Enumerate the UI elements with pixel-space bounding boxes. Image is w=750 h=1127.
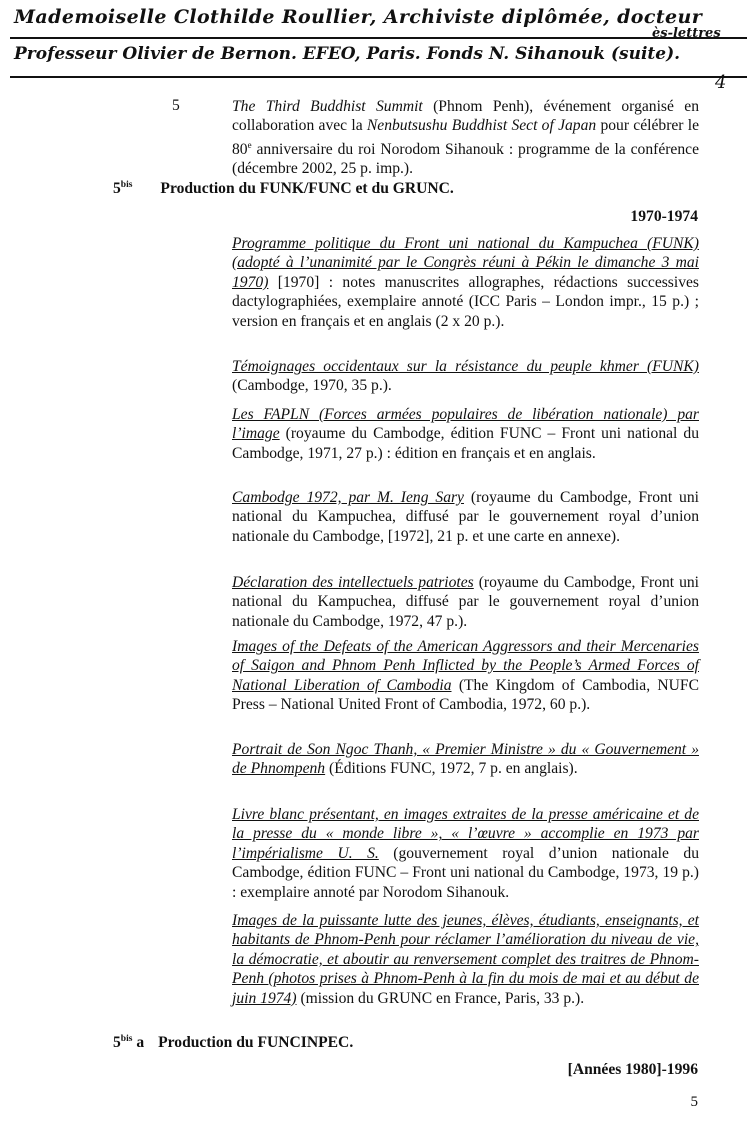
bibliography-entry bbox=[232, 357, 699, 396]
section-sup: bis bbox=[120, 1034, 133, 1044]
handwritten-heading-line2: Professeur Olivier de Bernon. EFEO, Paris. Fonds N. Sihanouk (suite). bbox=[14, 44, 681, 64]
bibliography-entry bbox=[232, 234, 699, 331]
item-5-text-part2: pour célébrer le 80 bbox=[232, 117, 700, 158]
handwritten-heading-line1: Mademoiselle Clothilde Roullier, Archiviste diplômée, docteur bbox=[14, 6, 703, 28]
entry-title: Programme politique du Front uni national du Kampuchea (FUNK) (adopté à l’unanimité par le Congrès réuni à Pékin le dimanche 3 mai 1970) bbox=[232, 235, 699, 291]
section-suffix: a bbox=[132, 1034, 145, 1052]
item-5-title: The Third Buddhist Summit bbox=[232, 98, 423, 115]
entry-description: (gouvernement royal d’union nationale du Cambodge, édition FUNC – Front uni national du Cambodge, 1973, 19 p.) : exemplaire annoté par Norodom Sihanouk. bbox=[232, 844, 699, 901]
entry-title: Images of the Defeats of the American Aggressors and their Mercenaries of Saigon and Phnom Penh Inflicted by the People’s Armed Forces of National Liberation of Cambodia bbox=[232, 638, 699, 694]
bibliography-entry bbox=[232, 405, 699, 463]
entry-title: Portrait de Son Ngoc Thanh, « Premier Ministre » du « Gouvernement » de Phnompenh bbox=[232, 741, 699, 778]
item-5-sect: Nenbutsushu Buddhist Sect of Japan bbox=[366, 117, 597, 135]
entry-description: [1970] : notes manuscrites allographes, rédactions successives dactylographiées, exemplaire annoté (ICC Paris – London impr., 15 p.) ; version en français et en anglais (2 x 20 p.). bbox=[232, 273, 699, 330]
entry-description: (royaume du Cambodge, édition FUNC – Front uni national du Cambodge, 1971, 27 p.) : édition en français et en anglais. bbox=[232, 425, 699, 462]
section-5bis-heading bbox=[113, 180, 454, 198]
item-5-text bbox=[232, 97, 699, 179]
handwritten-insertion: ès-lettres bbox=[652, 26, 721, 41]
section-sup: bis bbox=[120, 180, 133, 190]
entry-description: (The Kingdom of Cambodia, NUFC Press – National United Front of Cambodia, 1972, 60 p.). bbox=[232, 676, 699, 714]
entry-description: (Éditions FUNC, 1972, 7 p. en anglais). bbox=[325, 760, 578, 778]
entry-title: Témoignages occidentaux sur la résistance du peuple khmer (FUNK) bbox=[232, 358, 699, 375]
entry-title: Images de la puissante lutte des jeunes, élèves, étudiants, enseignants, et habitants de Phnom-Penh pour réclamer l’amélioration du niveau de vie, la démocratie, et aboutir au renversement complet des traitres de Phnom-Penh (photos prises à Phnom-Penh à la fin du mois de mai et au début de juin 1974) bbox=[232, 912, 699, 1007]
bibliography-entry bbox=[232, 911, 699, 1008]
page-number: 5 bbox=[690, 1094, 698, 1110]
handwritten-underline-2 bbox=[10, 76, 747, 78]
entry-description: (Cambodge, 1970, 35 p.). bbox=[232, 377, 392, 395]
section-title: Production du FUNCINPEC. bbox=[158, 1034, 354, 1052]
bibliography-entry bbox=[232, 488, 699, 546]
entry-title: Livre blanc présentant, en images extraites de la presse américaine et de la presse du « monde libre », « l’œuvre » accomplie en 1973 par l’impérialisme U. S. bbox=[232, 806, 699, 862]
section-title: Production du FUNK/FUNC et du GRUNC. bbox=[160, 180, 454, 198]
section-5bisa-heading bbox=[113, 1034, 353, 1052]
handwritten-underline-1 bbox=[10, 37, 747, 39]
section-number: 5 bbox=[113, 180, 121, 198]
item-number: 5 bbox=[172, 97, 180, 114]
bibliography-entry bbox=[232, 637, 699, 715]
bibliography-entry bbox=[232, 805, 699, 902]
entry-description: (royaume du Cambodge, Front uni national du Kampuchea, diffusé par le gouvernement royal d’union nationale du Cambodge, 1972, 47 p.). bbox=[232, 574, 699, 630]
entry-title: Déclaration des intellectuels patriotes bbox=[232, 574, 474, 591]
item-5-text-part1: (Phnom Penh), événement organisé en collaboration avec la bbox=[232, 98, 699, 135]
bibliography-entry bbox=[232, 573, 699, 631]
section-period: [Années 1980]-1996 bbox=[567, 1061, 698, 1078]
section-number: 5 bbox=[113, 1034, 121, 1052]
bibliography-entry bbox=[232, 740, 699, 779]
entry-description: (mission du GRUNC en France, Paris, 33 p.). bbox=[296, 989, 585, 1007]
section-period: 1970-1974 bbox=[630, 208, 698, 225]
entry-title: Cambodge 1972, par M. Ieng Sary bbox=[232, 489, 464, 506]
entry-description: (royaume du Cambodge, Front uni national du Kampuchea, diffusé par le gouvernement royal d’union nationale du Cambodge, [1972], 21 p. et une carte en annexe). bbox=[232, 489, 699, 545]
entry-title: Les FAPLN (Forces armées populaires de libération nationale) par l’image bbox=[232, 406, 699, 443]
item-5-text-part3: anniversaire du roi Norodom Sihanouk : programme de la conférence (décembre 2002, 25 p. imp.). bbox=[232, 141, 699, 178]
item-5-sup: e bbox=[247, 139, 252, 150]
handwritten-page-mark: 4 bbox=[715, 72, 727, 93]
